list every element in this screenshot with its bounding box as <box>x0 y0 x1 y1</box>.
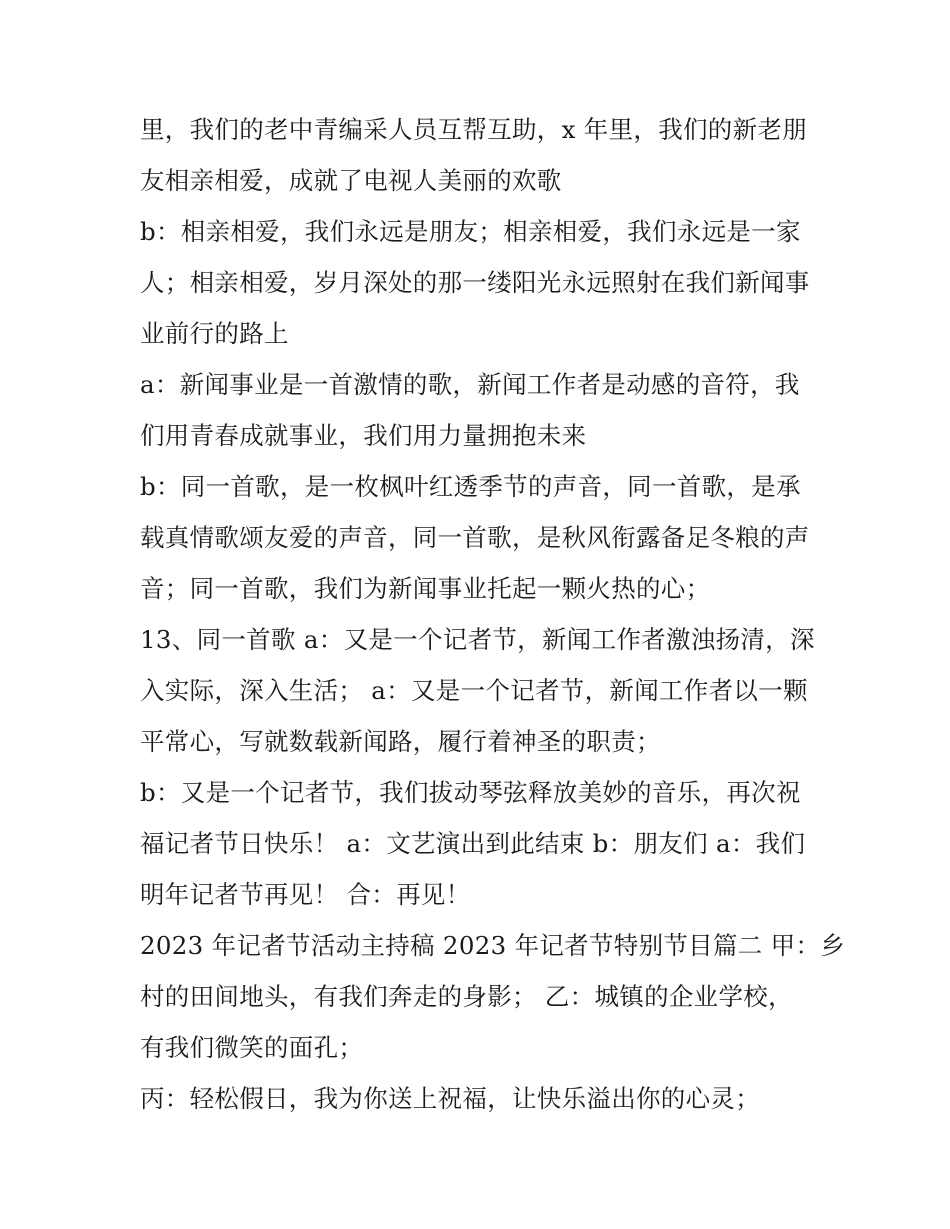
text-line: 平常心，写就数载新闻路，履行着神圣的职责； <box>140 727 661 756</box>
text-line: 福记者节日快乐！ a：文艺演出到此结束 b：朋友们 a：我们 <box>140 829 806 858</box>
text-line: 明年记者节再见！ 合：再见！ <box>140 880 471 909</box>
text-line: 里，我们的老中青编采人员互帮互助，x 年里，我们的新老朋 <box>140 115 808 144</box>
text-line: 入实际，深入生活； a：又是一个记者节，新闻工作者以一颗 <box>140 676 808 705</box>
text-line: 村的田间地头，有我们奔走的身影； 乙：城镇的企业学校， <box>140 982 793 1011</box>
text-line: 载真情歌颂友爱的声音，同一首歌，是秋风衔露备足冬粮的声 <box>140 523 810 552</box>
document-body <box>140 104 846 1124</box>
text-line: a：新闻事业是一首激情的歌，新闻工作者是动感的音符，我 <box>140 370 800 399</box>
text-line: 们用青春成就事业，我们用力量拥抱未来 <box>140 421 587 450</box>
text-line: 人；相亲相爱，岁月深处的那一缕阳光永远照射在我们新闻事 <box>140 268 810 297</box>
text-line: 音；同一首歌，我们为新闻事业托起一颗火热的心； <box>140 574 711 603</box>
text-line: 2023 年记者节活动主持稿 2023 年记者节特别节目篇二 甲：乡 <box>140 931 846 960</box>
text-line: 丙：轻松假日，我为你送上祝福，让快乐溢出你的心灵； <box>140 1084 760 1113</box>
text-line: b：又是一个记者节，我们拔动琴弦释放美妙的音乐，再次祝 <box>140 778 801 807</box>
text-line: 友相亲相爱，成就了电视人美丽的欢歌 <box>140 166 562 195</box>
text-line: 业前行的路上 <box>140 319 289 348</box>
text-line: b：同一首歌，是一枚枫叶红透季节的声音，同一首歌，是承 <box>140 472 801 501</box>
text-line: 13、同一首歌 a：又是一个记者节，新闻工作者激浊扬清，深 <box>140 625 815 654</box>
text-line: b：相亲相爱，我们永远是朋友；相亲相爱，我们永远是一家 <box>140 217 801 246</box>
text-line: 有我们微笑的面孔； <box>140 1033 364 1062</box>
